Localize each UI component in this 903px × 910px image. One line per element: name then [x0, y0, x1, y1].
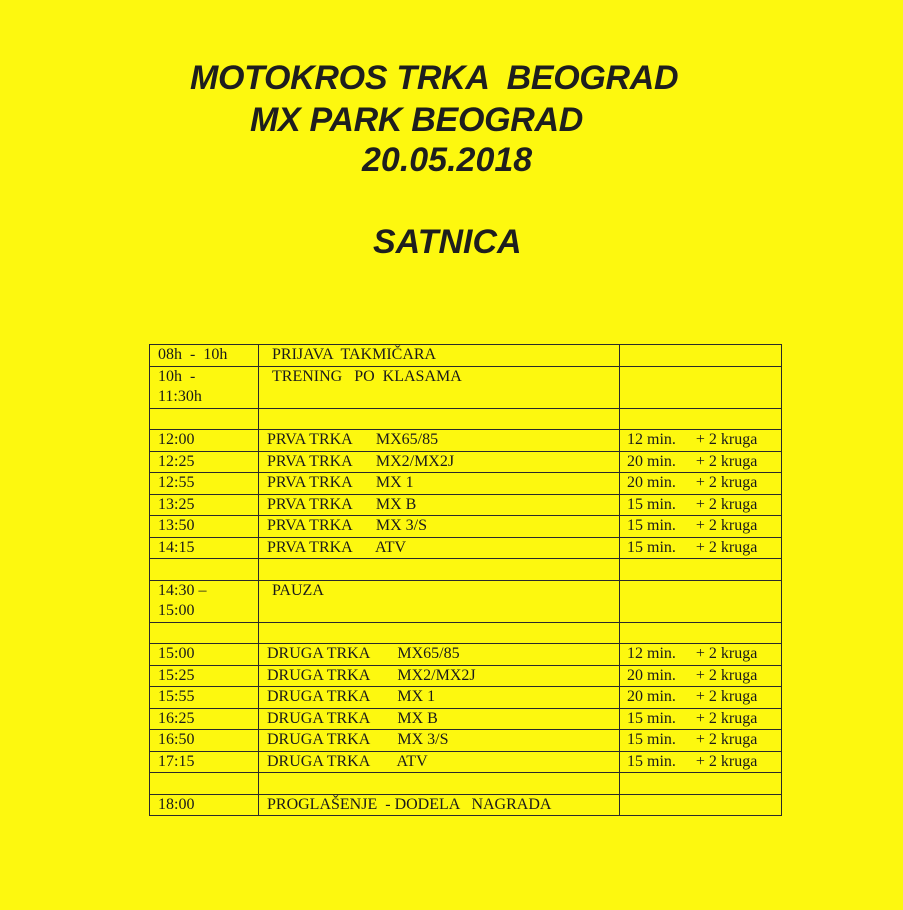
time-cell	[150, 773, 259, 795]
time-cell: 16:50	[150, 730, 259, 752]
table-row	[150, 687, 782, 709]
duration-cell	[620, 559, 782, 581]
event-cell: PAUZA	[259, 580, 620, 622]
duration-cell	[620, 794, 782, 816]
event-cell: PROGLAŠENJE - DODELA NAGRADA	[259, 794, 620, 816]
schedule-table	[149, 344, 782, 816]
time-cell: 08h - 10h	[150, 345, 259, 367]
table-row	[150, 644, 782, 666]
event-cell: PRVA TRKA MX65/85	[259, 430, 620, 452]
time-cell: 17:15	[150, 751, 259, 773]
duration-cell	[620, 408, 782, 430]
time-cell	[150, 622, 259, 644]
table-row	[150, 559, 782, 581]
table-row	[150, 773, 782, 795]
duration-cell: 15 min. + 2 kruga	[620, 537, 782, 559]
duration-cell: 20 min. + 2 kruga	[620, 665, 782, 687]
table-row	[150, 366, 782, 408]
event-cell: TRENING PO KLASAMA	[259, 366, 620, 408]
time-cell	[150, 559, 259, 581]
event-cell: DRUGA TRKA MX B	[259, 708, 620, 730]
time-cell: 15:25	[150, 665, 259, 687]
event-cell: PRVA TRKA MX B	[259, 494, 620, 516]
table-row	[150, 794, 782, 816]
duration-cell	[620, 345, 782, 367]
table-row	[150, 430, 782, 452]
event-cell: PRVA TRKA ATV	[259, 537, 620, 559]
duration-cell	[620, 366, 782, 408]
time-cell: 16:25	[150, 708, 259, 730]
table-row	[150, 537, 782, 559]
event-cell: DRUGA TRKA MX 1	[259, 687, 620, 709]
time-cell: 14:30 – 15:00	[150, 580, 259, 622]
time-cell	[150, 408, 259, 430]
table-row	[150, 494, 782, 516]
event-cell: PRIJAVA TAKMIČARA	[259, 345, 620, 367]
duration-cell: 12 min. + 2 kruga	[620, 430, 782, 452]
duration-cell: 15 min. + 2 kruga	[620, 494, 782, 516]
duration-cell: 15 min. + 2 kruga	[620, 708, 782, 730]
time-cell: 14:15	[150, 537, 259, 559]
table-row	[150, 708, 782, 730]
event-cell	[259, 773, 620, 795]
duration-cell	[620, 580, 782, 622]
event-title: MOTOKROS TRKA BEOGRAD	[190, 59, 679, 97]
event-date: 20.05.2018	[362, 141, 533, 179]
event-cell: DRUGA TRKA MX65/85	[259, 644, 620, 666]
event-cell: DRUGA TRKA MX 3/S	[259, 730, 620, 752]
time-cell: 12:55	[150, 473, 259, 495]
table-row	[150, 580, 782, 622]
duration-cell: 20 min. + 2 kruga	[620, 473, 782, 495]
table-row	[150, 622, 782, 644]
table-row	[150, 665, 782, 687]
time-cell: 18:00	[150, 794, 259, 816]
event-cell: PRVA TRKA MX 1	[259, 473, 620, 495]
table-row	[150, 751, 782, 773]
table-row	[150, 473, 782, 495]
event-cell	[259, 622, 620, 644]
duration-cell: 12 min. + 2 kruga	[620, 644, 782, 666]
time-cell: 13:50	[150, 516, 259, 538]
duration-cell	[620, 622, 782, 644]
time-cell: 15:55	[150, 687, 259, 709]
duration-cell	[620, 773, 782, 795]
table-row	[150, 345, 782, 367]
duration-cell: 20 min. + 2 kruga	[620, 687, 782, 709]
duration-cell: 15 min. + 2 kruga	[620, 751, 782, 773]
table-row	[150, 408, 782, 430]
time-cell: 13:25	[150, 494, 259, 516]
event-cell: PRVA TRKA MX 3/S	[259, 516, 620, 538]
time-cell: 10h - 11:30h	[150, 366, 259, 408]
event-cell	[259, 408, 620, 430]
table-row	[150, 516, 782, 538]
schedule-heading: SATNICA	[373, 223, 522, 261]
table-row	[150, 730, 782, 752]
time-cell: 12:25	[150, 451, 259, 473]
event-cell	[259, 559, 620, 581]
venue-title: MX PARK BEOGRAD	[250, 101, 583, 139]
duration-cell: 15 min. + 2 kruga	[620, 516, 782, 538]
time-cell: 12:00	[150, 430, 259, 452]
duration-cell: 20 min. + 2 kruga	[620, 451, 782, 473]
event-cell: PRVA TRKA MX2/MX2J	[259, 451, 620, 473]
event-cell: DRUGA TRKA ATV	[259, 751, 620, 773]
duration-cell: 15 min. + 2 kruga	[620, 730, 782, 752]
event-cell: DRUGA TRKA MX2/MX2J	[259, 665, 620, 687]
time-cell: 15:00	[150, 644, 259, 666]
table-row	[150, 451, 782, 473]
